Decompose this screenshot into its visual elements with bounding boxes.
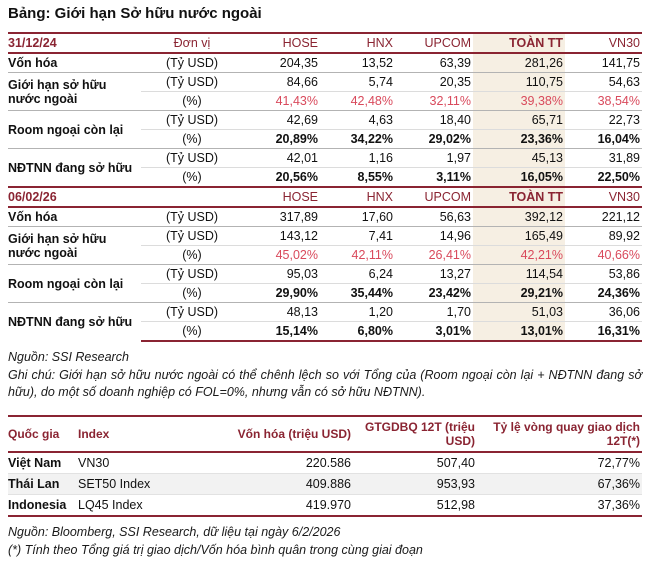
index-cell: LQ45 Index [78, 495, 198, 517]
table-row [8, 53, 642, 73]
value-cell: 89,92 [565, 227, 642, 246]
turnover-cell: 37,36% [477, 495, 642, 517]
value-cell: 35,44% [320, 284, 395, 303]
value-cell: 22,50% [565, 168, 642, 188]
value-cell: 45,02% [243, 246, 320, 265]
value-cell: 204,35 [243, 53, 320, 73]
value-cell: 95,03 [243, 265, 320, 284]
col-header-vonhoa: Vốn hóa (triệu USD) [198, 416, 353, 453]
value-cell: 16,04% [565, 130, 642, 149]
table-row [8, 474, 642, 495]
unit-header [141, 187, 243, 207]
value-cell: 54,63 [565, 73, 642, 92]
value-cell: 143,12 [243, 227, 320, 246]
market-cap-cell: 409.886 [198, 474, 353, 495]
value-cell: 38,54% [565, 92, 642, 111]
col-header-hnx: HNX [320, 33, 395, 53]
unit-cell: (Tỷ USD) [141, 149, 243, 168]
value-cell: 41,43% [243, 92, 320, 111]
value-cell: 42,69 [243, 111, 320, 130]
value-cell: 42,01 [243, 149, 320, 168]
value-cell: 392,12 [473, 207, 565, 227]
date-header: 31/12/24 [8, 33, 141, 53]
value-cell: 51,03 [473, 303, 565, 322]
table-row [8, 265, 642, 284]
col-header-toantt: TOÀN TT [473, 187, 565, 207]
value-cell: 3,11% [395, 168, 473, 188]
row-label: Giới hạn sở hữu nước ngoài [8, 227, 141, 265]
gtgdbq-cell: 953,93 [353, 474, 477, 495]
value-cell: 17,60 [320, 207, 395, 227]
row-label: Giới hạn sở hữu nước ngoài [8, 73, 141, 111]
unit-cell: (%) [141, 130, 243, 149]
value-cell: 317,89 [243, 207, 320, 227]
value-cell: 45,13 [473, 149, 565, 168]
unit-cell: (Tỷ USD) [141, 303, 243, 322]
col-header-hose: HOSE [243, 187, 320, 207]
unit-cell: (Tỷ USD) [141, 53, 243, 73]
market-cap-cell: 419.970 [198, 495, 353, 517]
value-cell: 13,27 [395, 265, 473, 284]
row-label: Vốn hóa [8, 53, 141, 73]
row-label: Vốn hóa [8, 207, 141, 227]
table-row [8, 495, 642, 517]
unit-cell: (%) [141, 168, 243, 188]
col-header-hose: HOSE [243, 33, 320, 53]
unit-cell: (%) [141, 92, 243, 111]
gtgdbq-cell: 512,98 [353, 495, 477, 517]
value-cell: 13,52 [320, 53, 395, 73]
unit-cell: (%) [141, 284, 243, 303]
fol-table-notes [8, 349, 642, 402]
value-cell: 8,55% [320, 168, 395, 188]
value-cell: 84,66 [243, 73, 320, 92]
col-header-vn30: VN30 [565, 33, 642, 53]
value-cell: 39,38% [473, 92, 565, 111]
value-cell: 31,89 [565, 149, 642, 168]
value-cell: 7,41 [320, 227, 395, 246]
ghi-chu-note: Ghi chú: Giới hạn sở hữu nước ngoài có thể chênh lệch so với Tổng của (Room ngoại còn lại + NĐTNN đang sở hữu), do một số doanh nghiệp có FOL=0%, nhưng vẫn có sở hữu NĐTNN). [8, 367, 642, 399]
value-cell: 4,63 [320, 111, 395, 130]
value-cell: 20,56% [243, 168, 320, 188]
unit-cell: (Tỷ USD) [141, 111, 243, 130]
value-cell: 3,01% [395, 322, 473, 342]
value-cell: 53,86 [565, 265, 642, 284]
value-cell: 42,21% [473, 246, 565, 265]
value-cell: 63,39 [395, 53, 473, 73]
col-header-upcom: UPCOM [395, 187, 473, 207]
country-cell: Thái Lan [8, 474, 78, 495]
value-cell: 16,31% [565, 322, 642, 342]
value-cell: 16,05% [473, 168, 565, 188]
col-header-quocgia: Quốc gia [8, 416, 78, 453]
country-table-header-row [8, 416, 642, 453]
source-note: Nguồn: SSI Research [8, 350, 129, 364]
value-cell: 22,73 [565, 111, 642, 130]
date-header: 06/02/26 [8, 187, 141, 207]
table-row [8, 303, 642, 322]
table-row [8, 227, 642, 246]
value-cell: 1,20 [320, 303, 395, 322]
value-cell: 36,06 [565, 303, 642, 322]
value-cell: 56,63 [395, 207, 473, 227]
unit-cell: (Tỷ USD) [141, 73, 243, 92]
value-cell: 14,96 [395, 227, 473, 246]
col-header-index: Index [78, 416, 198, 453]
turnover-cell: 67,36% [477, 474, 642, 495]
value-cell: 1,16 [320, 149, 395, 168]
value-cell: 6,24 [320, 265, 395, 284]
row-label: NĐTNN đang sở hữu [8, 149, 141, 188]
value-cell: 29,90% [243, 284, 320, 303]
section-header-row [8, 33, 642, 53]
value-cell: 65,71 [473, 111, 565, 130]
footnote: (*) Tính theo Tổng giá trị giao dịch/Vốn hóa bình quân trong cùng giai đoạn [8, 542, 423, 557]
value-cell: 42,11% [320, 246, 395, 265]
value-cell: 221,12 [565, 207, 642, 227]
value-cell: 18,40 [395, 111, 473, 130]
col-header-vn30: VN30 [565, 187, 642, 207]
value-cell: 20,35 [395, 73, 473, 92]
col-header-toantt: TOÀN TT [473, 33, 565, 53]
value-cell: 1,97 [395, 149, 473, 168]
unit-cell: (%) [141, 246, 243, 265]
table-row [8, 149, 642, 168]
index-cell: SET50 Index [78, 474, 198, 495]
value-cell: 110,75 [473, 73, 565, 92]
country-table-notes [8, 524, 642, 559]
col-header-gtgdbq: GTGDBQ 12T (triệu USD) [353, 416, 477, 453]
col-header-tyle: Tỷ lệ vòng quay giao dịch 12T(*) [477, 416, 642, 453]
value-cell: 15,14% [243, 322, 320, 342]
value-cell: 48,13 [243, 303, 320, 322]
unit-cell: (%) [141, 322, 243, 342]
value-cell: 6,80% [320, 322, 395, 342]
unit-cell: (Tỷ USD) [141, 227, 243, 246]
value-cell: 40,66% [565, 246, 642, 265]
value-cell: 114,54 [473, 265, 565, 284]
fol-table [8, 32, 642, 342]
market-cap-cell: 220.586 [198, 452, 353, 474]
page-title: Bảng: Giới hạn Sở hữu nước ngoài [8, 5, 262, 22]
value-cell: 281,26 [473, 53, 565, 73]
value-cell: 24,36% [565, 284, 642, 303]
country-cell: Việt Nam [8, 452, 78, 474]
value-cell: 165,49 [473, 227, 565, 246]
value-cell: 23,36% [473, 130, 565, 149]
value-cell: 13,01% [473, 322, 565, 342]
value-cell: 26,41% [395, 246, 473, 265]
table-row [8, 452, 642, 474]
value-cell: 1,70 [395, 303, 473, 322]
row-label: Room ngoại còn lại [8, 265, 141, 303]
country-comparison-table [8, 415, 642, 518]
value-cell: 32,11% [395, 92, 473, 111]
table-row [8, 73, 642, 92]
value-cell: 141,75 [565, 53, 642, 73]
index-cell: VN30 [78, 452, 198, 474]
value-cell: 5,74 [320, 73, 395, 92]
unit-cell: (Tỷ USD) [141, 265, 243, 284]
gtgdbq-cell: 507,40 [353, 452, 477, 474]
value-cell: 20,89% [243, 130, 320, 149]
row-label: Room ngoại còn lại [8, 111, 141, 149]
value-cell: 29,21% [473, 284, 565, 303]
section-header-row [8, 187, 642, 207]
unit-cell: (Tỷ USD) [141, 207, 243, 227]
country-cell: Indonesia [8, 495, 78, 517]
table-row [8, 111, 642, 130]
value-cell: 34,22% [320, 130, 395, 149]
value-cell: 23,42% [395, 284, 473, 303]
col-header-hnx: HNX [320, 187, 395, 207]
col-header-upcom: UPCOM [395, 33, 473, 53]
table-row [8, 207, 642, 227]
unit-header: Đơn vị [141, 33, 243, 53]
row-label: NĐTNN đang sở hữu [8, 303, 141, 342]
value-cell: 42,48% [320, 92, 395, 111]
value-cell: 29,02% [395, 130, 473, 149]
source-note: Nguồn: Bloomberg, SSI Research, dữ liệu tại ngày 6/2/2026 [8, 525, 341, 540]
turnover-cell: 72,77% [477, 452, 642, 474]
